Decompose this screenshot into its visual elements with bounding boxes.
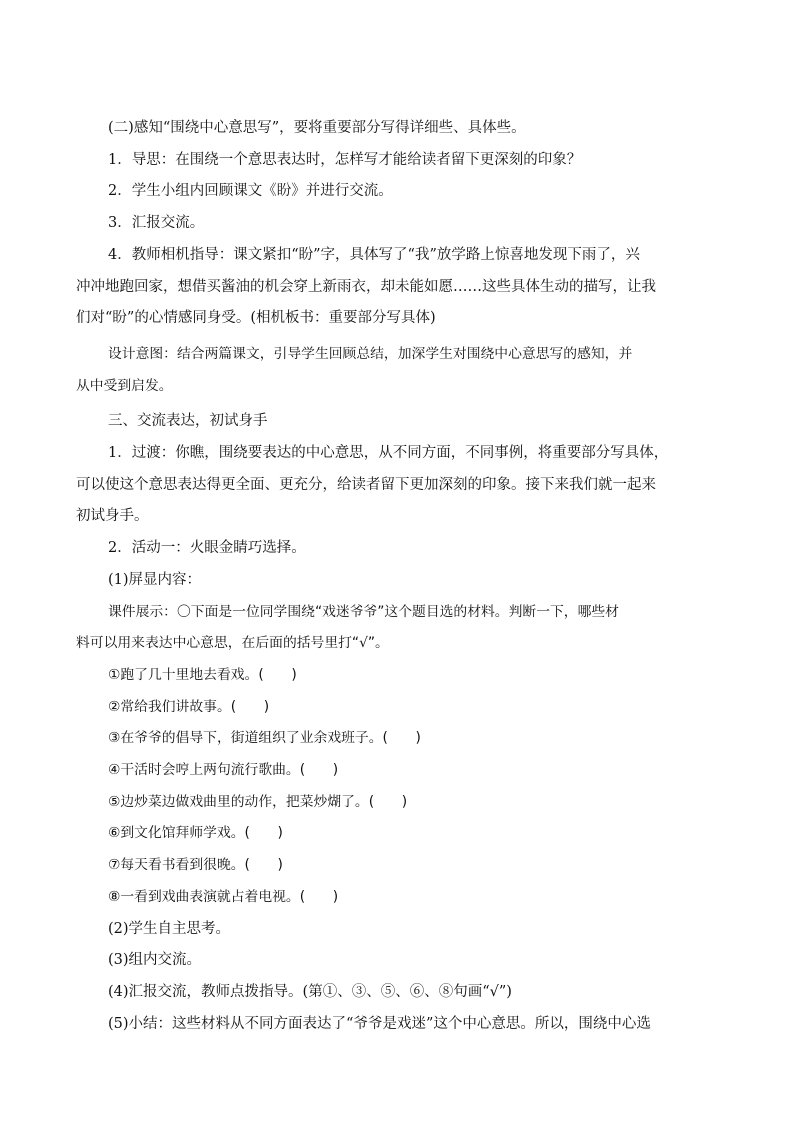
section-2-step-4-line-1: 4．教师相机指导：课文紧扣“盼”字，具体写了“我”放学路上惊喜地发现下雨了，兴 [108,246,640,263]
material-item-2: ②常给我们讲故事。( ) [108,698,270,715]
courseware-line-2: 料可以用来表达中心意思，在后面的括号里打“√”。 [76,635,389,652]
section-3-sub-2: (2)学生自主思考。 [108,920,231,937]
section-3-step-2: 2．活动一：火眼金睛巧选择。 [108,540,306,557]
section-2-step-1: 1．导思：在围绕一个意思表达时，怎样写才能给读者留下更深刻的印象？ [108,151,582,168]
material-item-4: ④干活时会哼上两句流行歌曲。( ) [108,762,339,779]
section-3-sub-5: (5)小结：这些材料从不同方面表达了“爷爷是戏迷”这个中心意思。所以，围绕中心选 [108,1015,651,1032]
material-item-1: ①跑了几十里地去看戏。( ) [108,666,297,683]
material-item-3: ③在爷爷的倡导下，街道组织了业余戏班子。( ) [108,730,421,747]
section-3-title: 三、交流表达，初试身手 [108,413,268,430]
section-3-step-1-line-3: 初试身手。 [76,508,149,525]
section-2-title: (二)感知“围绕中心意思写”，要将重要部分写得详细些、具体些。 [108,120,526,136]
page-content [76,113,722,1040]
material-item-6: ⑥到文化馆拜师学戏。( ) [108,825,283,842]
section-2-step-2: 2．学生小组内回顾课文《盼》并进行交流。 [108,183,393,200]
material-item-7: ⑦每天看书看到很晚。( ) [108,857,283,874]
design-intent-line-2: 从中受到启发。 [76,377,173,394]
section-3-step-1-line-1: 1．过渡：你瞧，围绕要表达的中心意思，从不同方面，不同事例，将重要部分写具体， [108,445,669,462]
courseware-line-1: 课件展示：〇下面是一位同学围绕“戏迷爷爷”这个题目选的材料。判断一下，哪些材 [108,603,619,620]
design-intent-line-1: 设计意图：结合两篇课文，引导学生回顾总结，加深学生对围绕中心意思写的感知，并 [108,345,633,362]
material-item-5: ⑤边炒菜边做戏曲里的动作，把菜炒煳了。( ) [108,793,408,810]
section-2-step-4-line-2: 冲冲地跑回家，想借买酱油的机会穿上新雨衣，却未能如愿……这些具体生动的描写，让我 [76,278,656,295]
section-3-sub-4: (4)汇报交流，教师点拨指导。(第①、③、⑤、⑥、⑧句画“√”) [108,983,512,1000]
section-3-step-1-line-2: 可以使这个意思表达得更全面、更充分，给读者留下更加深刻的印象。接下来我们就一起来 [76,476,656,493]
section-2-step-3: 3．汇报交流。 [108,215,205,232]
section-2-step-4-line-3: 们对“盼”的心情感同身受。(相机板书：重要部分写具体) [76,310,436,327]
section-3-sub-3: (3)组内交流。 [108,952,202,969]
section-3-sub-1: (1)屏显内容： [108,571,202,588]
material-item-8: ⑧一看到戏曲表演就占着电视。( ) [108,888,339,905]
